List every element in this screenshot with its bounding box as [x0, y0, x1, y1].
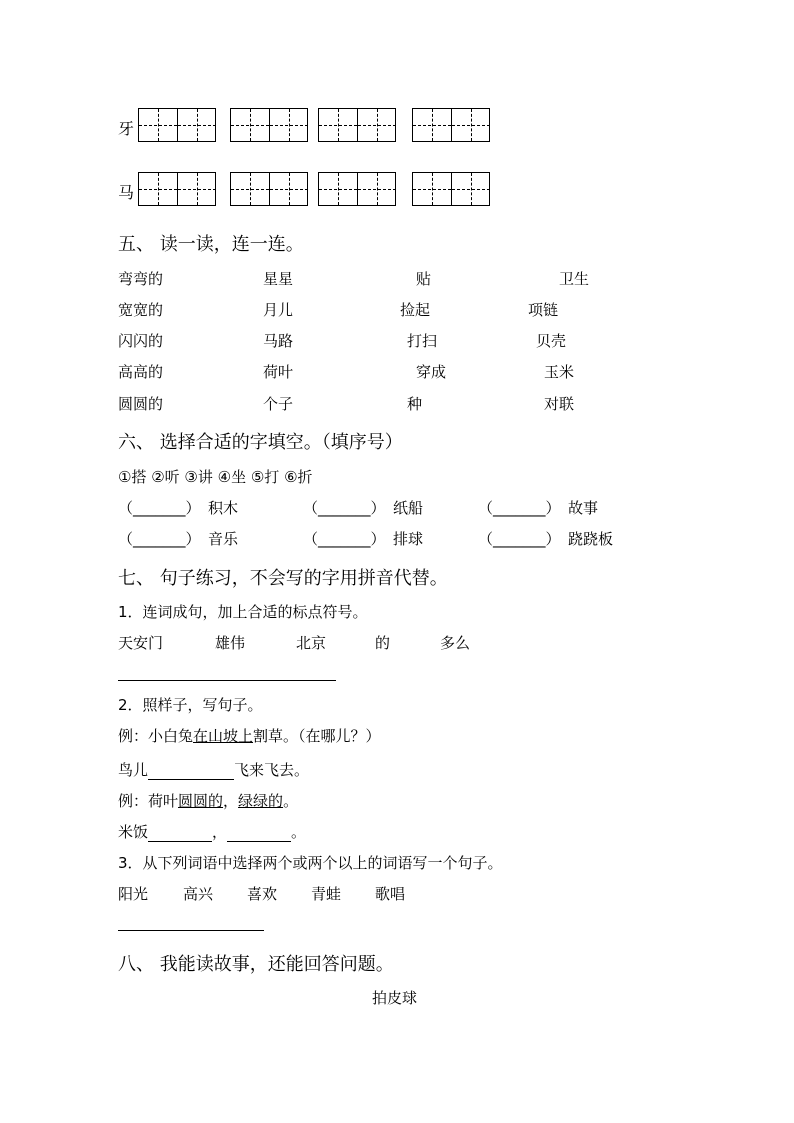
practice-text: 鸟儿 — [118, 761, 149, 779]
writing-box[interactable] — [412, 172, 490, 206]
fill-word: 纸船 — [393, 499, 424, 517]
section-7-title: 七、 句子练习，不会写的字用拼音代替。 — [118, 568, 448, 589]
story-title: 拍皮球 — [372, 989, 418, 1007]
question-1: 1．连词成句，加上合适的标点符号。 — [118, 603, 368, 621]
underlined-phrase: 在山坡上 — [193, 727, 254, 745]
match-item[interactable]: 个子 — [263, 395, 294, 413]
answer-line[interactable] — [118, 680, 336, 681]
example-text: ， — [223, 792, 239, 810]
answer-line[interactable] — [118, 930, 264, 931]
section-5-title: 五、 读一读，连一连。 — [118, 234, 304, 255]
example-sentence-1 — [118, 725, 381, 746]
word-card: 北京 — [296, 634, 327, 652]
match-item[interactable]: 种 — [407, 395, 423, 413]
example-text: 例：荷叶 — [118, 792, 179, 810]
fill-word: 跷跷板 — [568, 530, 614, 548]
grid-character: 马 — [118, 183, 135, 202]
practice-text: 米饭 — [118, 823, 149, 841]
word-card: 的 — [375, 634, 391, 652]
writing-box[interactable] — [138, 172, 216, 206]
example-text: 。 — [283, 792, 299, 810]
match-item[interactable]: 贝壳 — [536, 332, 567, 350]
match-item[interactable]: 打扫 — [407, 332, 438, 350]
match-item[interactable]: 荷叶 — [263, 363, 294, 381]
word-card: 青蛙 — [311, 885, 342, 903]
fill-blank[interactable]: （_______） — [478, 499, 561, 517]
writing-box[interactable] — [412, 108, 490, 142]
writing-box[interactable] — [230, 108, 308, 142]
fill-blank[interactable]: （_______） — [118, 499, 201, 517]
example-text: 割草。（在哪儿？） — [253, 727, 381, 745]
word-card: 天安门 — [118, 634, 164, 652]
match-item[interactable]: 玉米 — [544, 363, 575, 381]
option-list: ①搭 ②听 ③讲 ④坐 ⑤打 ⑥折 — [118, 468, 313, 486]
word-card: 阳光 — [118, 885, 149, 903]
practice-text: ， — [212, 823, 228, 841]
fill-blank[interactable]: （_______） — [303, 499, 386, 517]
underlined-phrase: 绿绿的 — [238, 792, 284, 810]
match-item[interactable]: 穿成 — [416, 363, 447, 381]
example-sentence-2 — [118, 790, 298, 811]
match-item[interactable]: 项链 — [528, 301, 559, 319]
match-item[interactable]: 对联 — [544, 395, 575, 413]
question-3: 3．从下列词语中选择两个或两个以上的词语写一个句子。 — [118, 854, 503, 872]
word-card: 多么 — [440, 634, 471, 652]
practice-sentence-2 — [118, 821, 306, 842]
word-card: 歌唱 — [375, 885, 406, 903]
fill-word: 积木 — [208, 499, 239, 517]
match-item[interactable]: 月儿 — [263, 301, 294, 319]
practice-text: 。 — [291, 823, 307, 841]
fill-blank[interactable]: （_______） — [303, 530, 386, 548]
match-item[interactable]: 高高的 — [118, 363, 164, 381]
fill-blank[interactable]: （_______） — [478, 530, 561, 548]
fill-word: 音乐 — [208, 530, 239, 548]
grid-character: 牙 — [118, 119, 135, 138]
question-2: 2．照样子，写句子。 — [118, 696, 263, 714]
section-8-title: 八、 我能读故事，还能回答问题。 — [118, 954, 394, 975]
writing-box[interactable] — [138, 108, 216, 142]
fill-line[interactable] — [148, 827, 212, 842]
fill-word: 排球 — [393, 530, 424, 548]
fill-word: 故事 — [568, 499, 599, 517]
match-item[interactable]: 卫生 — [559, 270, 590, 288]
fill-blank[interactable]: （_______） — [118, 530, 201, 548]
match-item[interactable]: 捡起 — [400, 301, 431, 319]
writing-box[interactable] — [318, 172, 396, 206]
practice-sentence-1 — [118, 759, 309, 780]
word-card: 高兴 — [183, 885, 214, 903]
writing-box[interactable] — [230, 172, 308, 206]
match-item[interactable]: 宽宽的 — [118, 301, 164, 319]
writing-box[interactable] — [318, 108, 396, 142]
match-item[interactable]: 弯弯的 — [118, 270, 164, 288]
match-item[interactable]: 贴 — [416, 270, 432, 288]
match-item[interactable]: 闪闪的 — [118, 332, 164, 350]
match-item[interactable]: 马路 — [263, 332, 294, 350]
match-item[interactable]: 圆圆的 — [118, 395, 164, 413]
fill-line[interactable] — [227, 827, 291, 842]
section-6-title: 六、 选择合适的字填空。（填序号） — [118, 432, 403, 453]
fill-line[interactable] — [148, 765, 234, 780]
practice-text: 飞来飞去。 — [234, 761, 310, 779]
underlined-phrase: 圆圆的 — [178, 792, 224, 810]
example-text: 例：小白兔 — [118, 727, 194, 745]
word-card: 雄伟 — [215, 634, 246, 652]
match-item[interactable]: 星星 — [263, 270, 294, 288]
word-card: 喜欢 — [247, 885, 278, 903]
